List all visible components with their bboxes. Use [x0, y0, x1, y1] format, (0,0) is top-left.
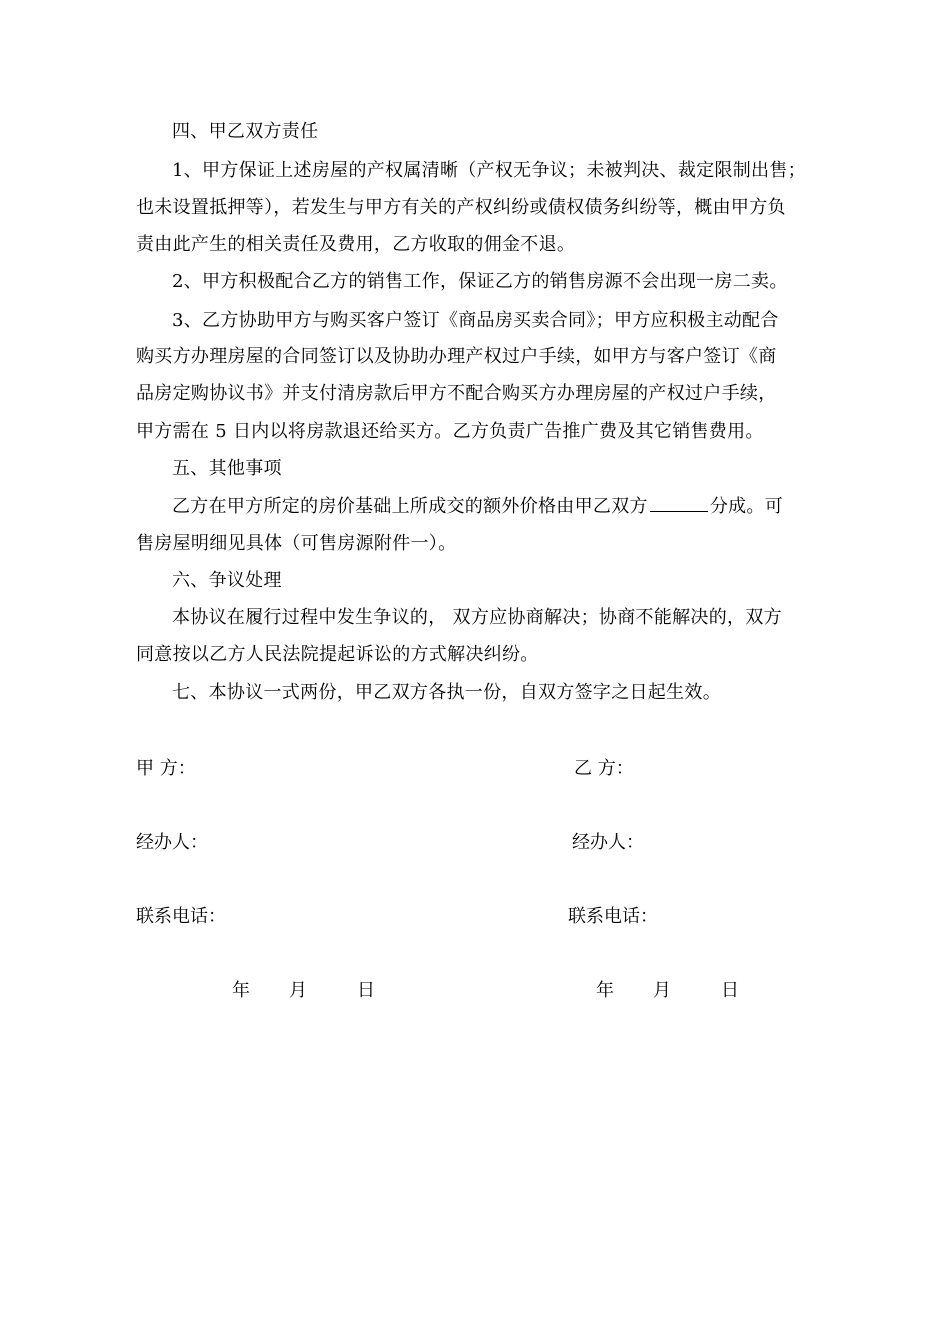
section-6-title: 六、争议处理 [172, 570, 282, 591]
s5-p1-text-b: 分成。可 [709, 496, 784, 517]
party-b-phone-label: 联系电话： [568, 906, 658, 927]
party-b-agent-label: 经办人： [572, 832, 644, 853]
section-7: 七、本协议一式两份，甲乙双方各执一份，自双方签字之日起生效。 [172, 682, 721, 703]
party-b-date-day: 日 [721, 980, 739, 1001]
share-ratio-blank [650, 495, 708, 512]
s4-p3-line3: 品房定购协议书》并支付清房款后甲方不配合购买方办理房屋的产权过户手续， [136, 383, 777, 404]
s4-p1-line2: 也未设置抵押等），若发生与甲方有关的产权纠纷或债权债务纠纷等，概由甲方负 [136, 197, 786, 218]
party-a-date-month: 月 [289, 980, 307, 1001]
s6-p2: 同意按以乙方人民法院提起诉讼的方式解决纠纷。 [136, 644, 539, 665]
s4-p3-line4: 甲方需在 5 日内以将房款退还给买方。乙方负责广告推广费及其它销售费用。 [136, 421, 764, 442]
party-a-agent-label: 经办人： [136, 832, 208, 853]
party-a-label: 甲 方： [136, 758, 196, 779]
s4-p2: 2、甲方积极配合乙方的销售工作，保证乙方的销售房源不会出现一房二卖。 [172, 271, 788, 292]
section-4-title: 四、甲乙双方责任 [172, 121, 319, 142]
party-a-phone-label: 联系电话： [136, 906, 226, 927]
party-a-date-day: 日 [357, 980, 375, 1001]
s4-p1-line3: 责由此产生的相关责任及费用，乙方收取的佣金不退。 [136, 234, 576, 255]
s4-p3-line1: 3、乙方协助甲方与购买客户签订《商品房买卖合同》；甲方应积极主动配合 [172, 310, 779, 331]
s4-p1-line1: 1、甲方保证上述房屋的产权属清晰（产权无争议；未被判决、裁定限制出售； [172, 160, 806, 181]
s5-p1-text-a: 乙方在甲方所定的房价基础上所成交的额外价格由甲乙双方 [172, 496, 648, 517]
s4-p3-line2: 购买方办理房屋的合同签订以及协助办理产权过户手续，如甲方与客户签订《商 [136, 346, 777, 367]
party-b-date-year: 年 [596, 980, 614, 1001]
party-b-date-month: 月 [653, 980, 671, 1001]
s5-p2: 售房屋明细见具体（可售房源附件一）。 [136, 533, 457, 554]
section-5-title: 五、其他事项 [172, 458, 282, 479]
s6-p1: 本协议在履行过程中发生争议的， 双方应协商解决；协商不能解决的，双方 [172, 607, 782, 628]
party-b-label: 乙 方： [574, 758, 634, 779]
s5-p1 [172, 495, 783, 518]
party-a-date-year: 年 [232, 980, 250, 1001]
